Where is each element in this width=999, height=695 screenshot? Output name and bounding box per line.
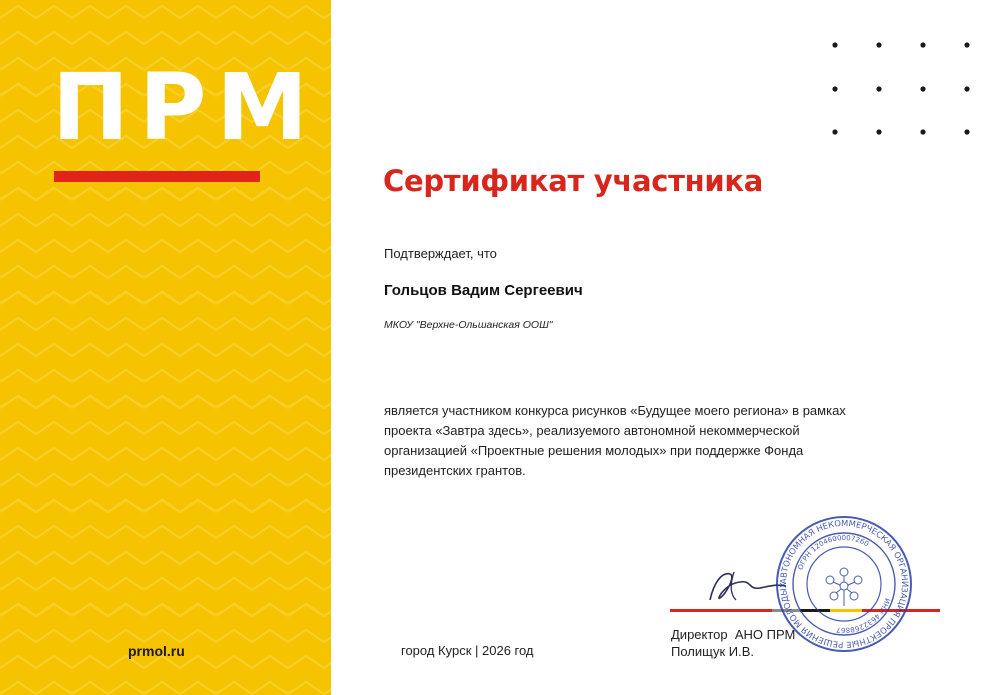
director-name: Полищук И.В. (671, 644, 755, 659)
stamp-inn: ИНН 4632268867 (835, 596, 892, 635)
stamp-ring-text: АВТОНОМНАЯ НЕКОММЕРЧЕСКАЯ ОРГАНИЗАЦИЯ ПРОЕКТНЫЕ РЕШЕНИЯ МОЛОДЫХ (777, 517, 911, 651)
website-link[interactable]: prmol.ru (128, 643, 185, 659)
city-year: город Курск | 2026 год (401, 643, 534, 658)
school-name: МКОУ "Верхне-Ольшанская ООШ" (384, 319, 553, 331)
logo-underline (54, 171, 260, 182)
prm-logo: ПРМ (52, 54, 318, 161)
director-title: Директор АНО ПРМ (671, 627, 796, 642)
confirms-text: Подтверждает, что (384, 246, 497, 261)
director-signature-block (671, 626, 795, 660)
yellow-side-panel (0, 0, 331, 695)
recipient-name: Гольцов Вадим Сергеевич (384, 282, 583, 299)
stamp-ogrn: ОГРН 1204600007260 (796, 533, 871, 572)
certificate-title: Сертификат участника (383, 164, 764, 198)
dot-grid-icon (829, 39, 975, 139)
certificate-body: является участником конкурса рисунков «Будущее моего региона» в рамках проекта «Завтра здесь», реализуемого автономной некоммерческой организацией «Проектные решения молодых» при поддержке Фонда президентских грантов. (384, 403, 846, 478)
